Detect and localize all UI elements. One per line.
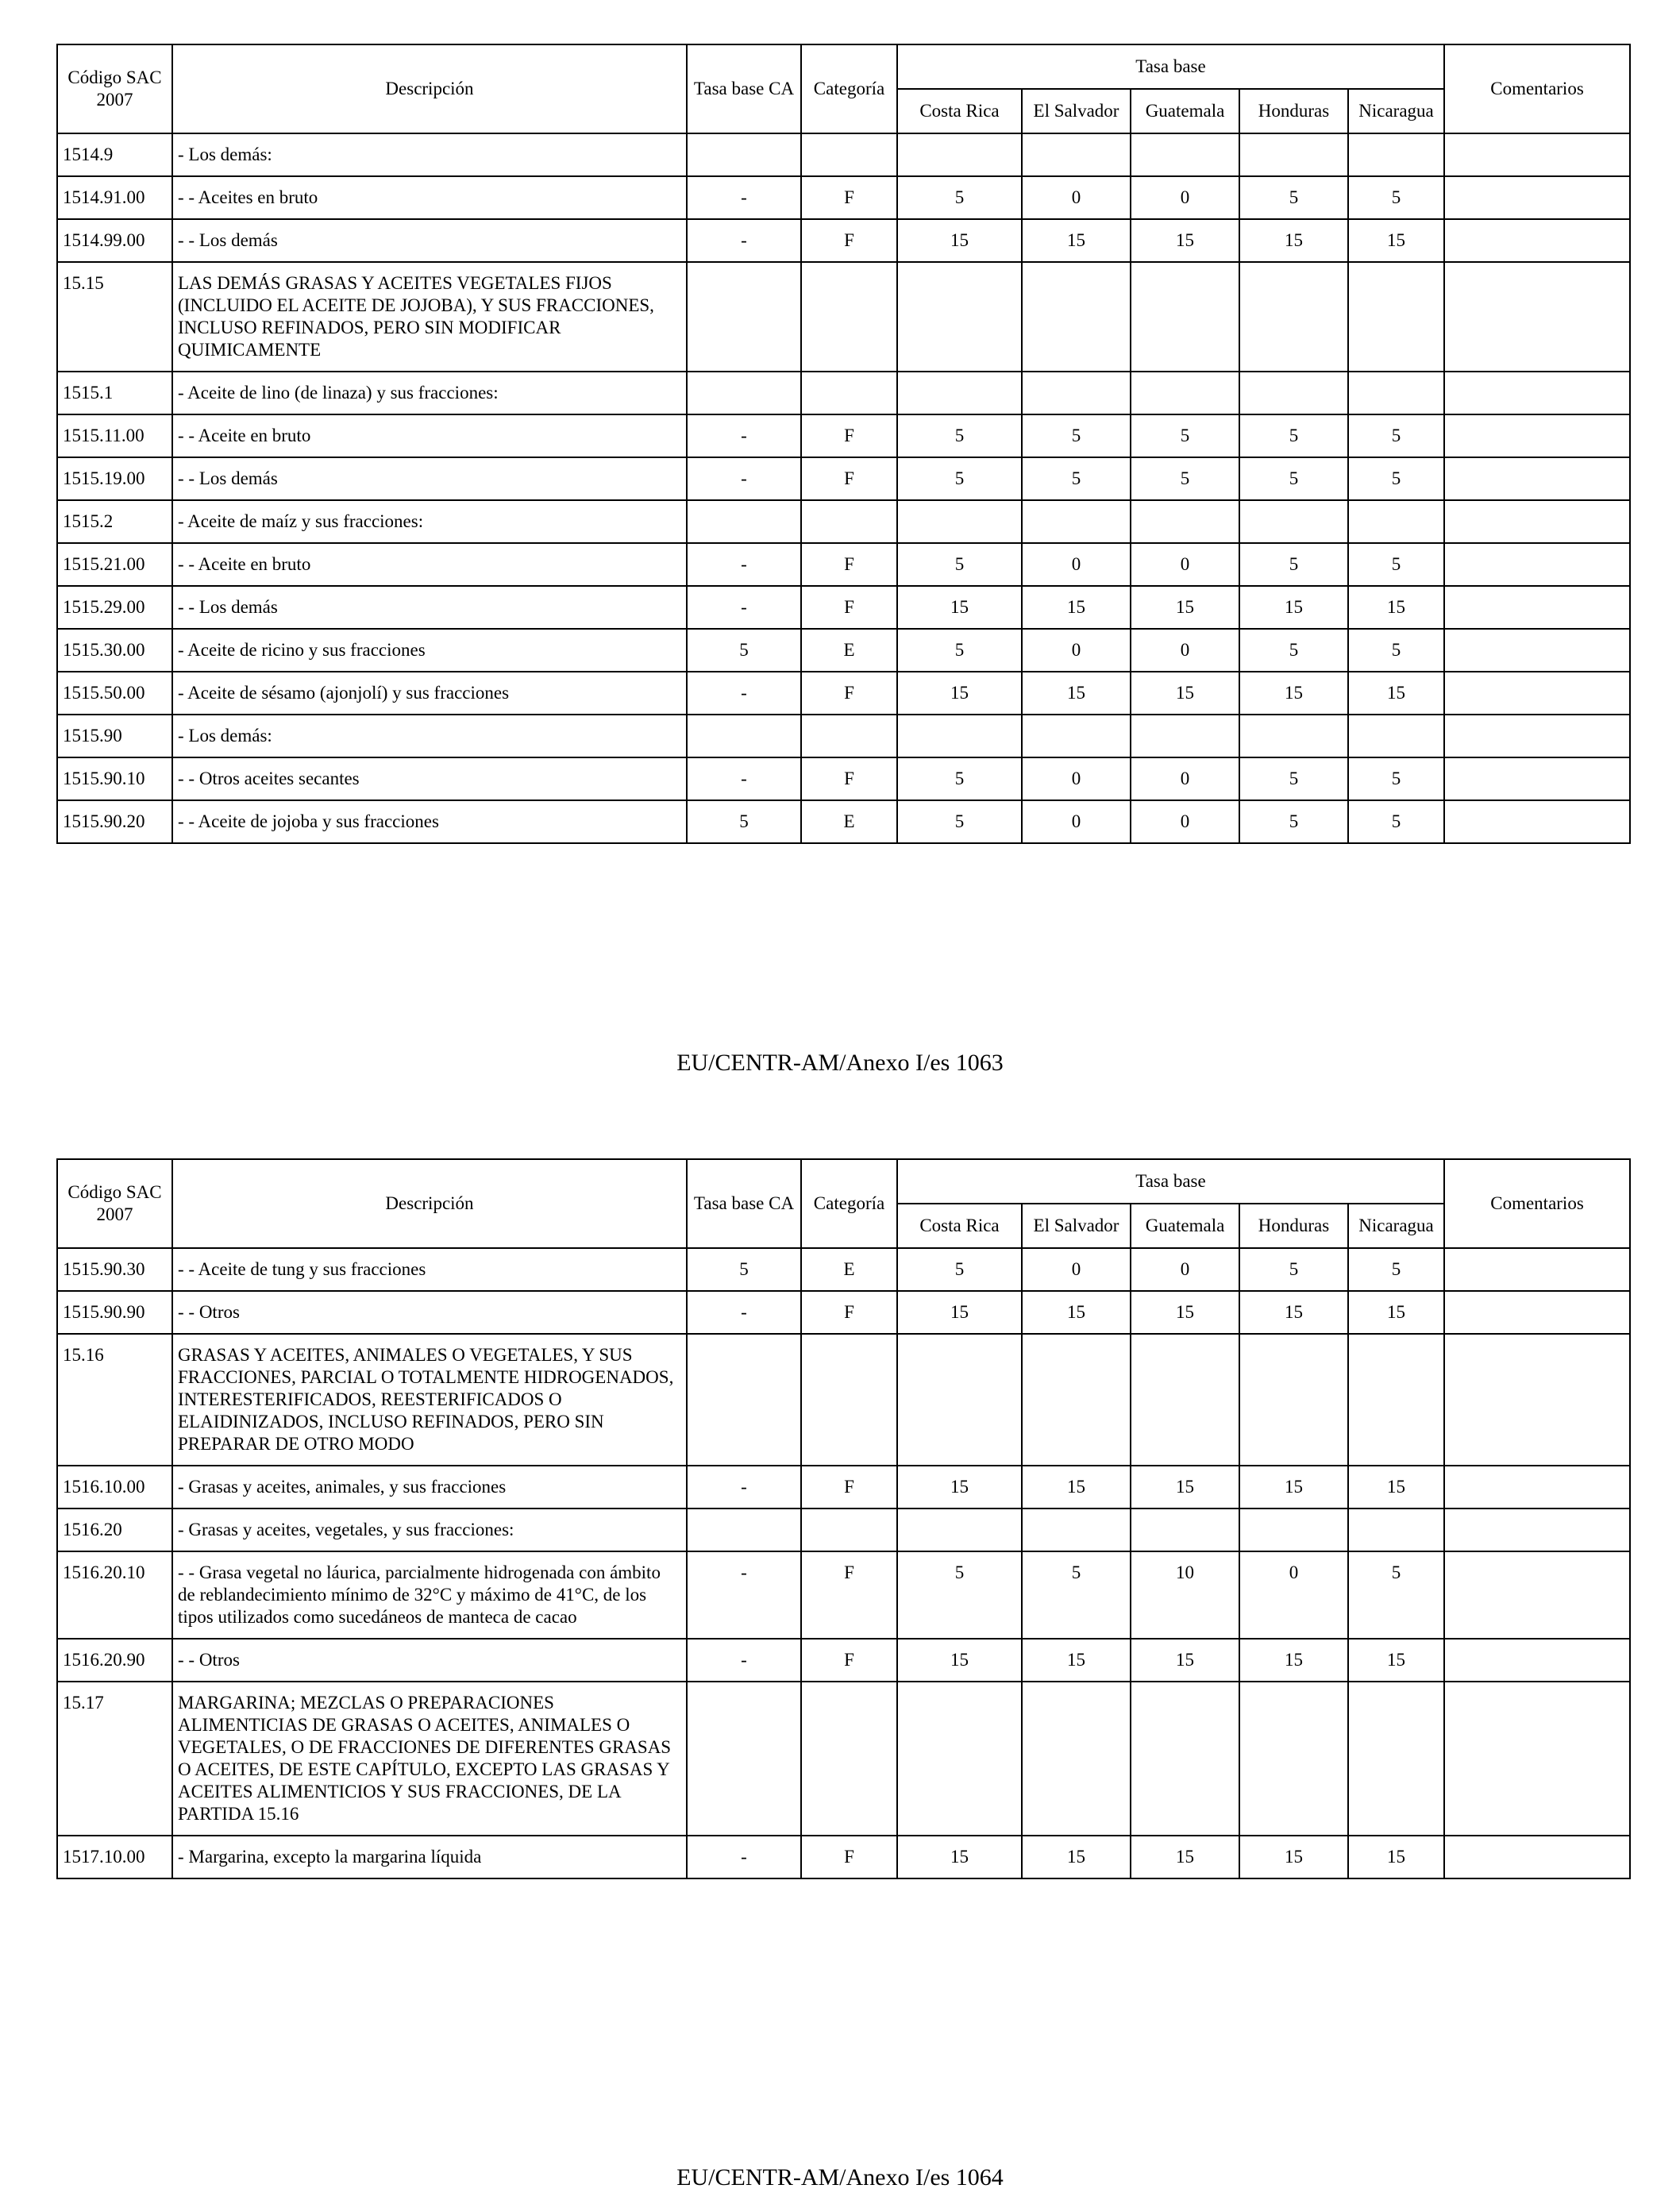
rate-cell: 5	[897, 414, 1022, 457]
rate-cell: 0	[1022, 1248, 1131, 1291]
rate-cell	[1022, 1509, 1131, 1551]
description-cell: - Grasas y aceites, vegetales, y sus fracciones:	[172, 1509, 687, 1551]
rate-cell: 0	[1131, 176, 1239, 219]
rate-cell: 15	[1022, 1291, 1131, 1334]
header-tasa-base: Tasa base	[897, 1159, 1444, 1204]
rate-cell: 5	[1348, 757, 1444, 800]
code-cell: 15.16	[57, 1334, 172, 1466]
rate-cell: 5	[1348, 1551, 1444, 1639]
comentarios-cell	[1444, 800, 1630, 843]
categoria-cell: F	[801, 457, 897, 500]
rate-cell: 0	[1131, 757, 1239, 800]
code-cell: 1515.90.30	[57, 1248, 172, 1291]
rate-cell: 15	[1022, 586, 1131, 629]
rate-cell: 0	[1131, 800, 1239, 843]
code-cell: 1517.10.00	[57, 1836, 172, 1878]
description-cell: - - Los demás	[172, 457, 687, 500]
table-row	[57, 372, 1630, 414]
rate-cell: 15	[897, 672, 1022, 715]
rate-cell: 15	[1131, 1466, 1239, 1509]
rate-cell: 5	[1239, 1248, 1348, 1291]
rate-cell: 0	[1022, 543, 1131, 586]
code-cell: 1516.20.90	[57, 1639, 172, 1682]
rate-cell: 0	[1131, 1248, 1239, 1291]
code-cell: 1515.90.10	[57, 757, 172, 800]
table-row	[57, 1248, 1630, 1291]
table-row	[57, 1682, 1630, 1836]
comentarios-cell	[1444, 543, 1630, 586]
table-body	[57, 133, 1630, 843]
rate-cell: 15	[1348, 586, 1444, 629]
code-cell: 15.15	[57, 262, 172, 372]
rate-cell: 5	[1239, 629, 1348, 672]
rate-cell: 15	[1239, 672, 1348, 715]
tariff-table	[56, 44, 1631, 844]
rate-cell: 15	[1022, 1836, 1131, 1878]
description-cell: GRASAS Y ACEITES, ANIMALES O VEGETALES, Y SUS FRACCIONES, PARCIAL O TOTALMENTE HIDROGENADOS, INTERESTERIFICADOS, REESTERIFICADOS O ELAIDINIZADOS, INCLUSO REFINADOS, PERO SIN PREPARAR DE OTRO MODO	[172, 1334, 687, 1466]
tasa-base-ca-cell: -	[687, 176, 801, 219]
rate-cell	[897, 500, 1022, 543]
comentarios-cell	[1444, 1639, 1630, 1682]
categoria-cell: E	[801, 629, 897, 672]
rate-cell	[1348, 372, 1444, 414]
categoria-cell: F	[801, 543, 897, 586]
rate-cell: 5	[1348, 543, 1444, 586]
comentarios-cell	[1444, 757, 1630, 800]
rate-cell: 5	[1239, 457, 1348, 500]
categoria-cell: F	[801, 672, 897, 715]
comentarios-cell	[1444, 457, 1630, 500]
rate-cell: 5	[897, 800, 1022, 843]
rate-cell	[1131, 500, 1239, 543]
code-cell: 1515.19.00	[57, 457, 172, 500]
header-categoria: Categoría	[801, 1159, 897, 1248]
rate-cell: 5	[1239, 800, 1348, 843]
rate-cell: 15	[1239, 1466, 1348, 1509]
rate-cell: 5	[1022, 1551, 1131, 1639]
rate-cell: 0	[1239, 1551, 1348, 1639]
rate-cell: 5	[1348, 176, 1444, 219]
table-row	[57, 1291, 1630, 1334]
tasa-base-ca-cell: 5	[687, 1248, 801, 1291]
code-cell: 1515.29.00	[57, 586, 172, 629]
code-cell: 1515.2	[57, 500, 172, 543]
rate-cell: 5	[1239, 543, 1348, 586]
rate-cell: 15	[1239, 1836, 1348, 1878]
description-cell: - Los demás:	[172, 715, 687, 757]
rate-cell: 15	[1131, 1639, 1239, 1682]
rate-cell	[1239, 133, 1348, 176]
description-cell: - - Los demás	[172, 219, 687, 262]
rate-cell	[897, 715, 1022, 757]
rate-cell: 15	[897, 1466, 1022, 1509]
rate-cell: 15	[1131, 586, 1239, 629]
table-row	[57, 800, 1630, 843]
header-country: Honduras	[1239, 1204, 1348, 1248]
code-cell: 1514.9	[57, 133, 172, 176]
rate-cell: 15	[1131, 1836, 1239, 1878]
rate-cell	[1022, 262, 1131, 372]
tariff-table	[56, 1158, 1631, 1879]
header-categoria: Categoría	[801, 44, 897, 133]
categoria-cell: E	[801, 1248, 897, 1291]
description-cell: - - Otros	[172, 1291, 687, 1334]
rate-cell: 15	[1022, 1466, 1131, 1509]
rate-cell: 15	[1239, 586, 1348, 629]
categoria-cell: F	[801, 219, 897, 262]
tasa-base-ca-cell: -	[687, 1551, 801, 1639]
tasa-base-ca-cell: 5	[687, 629, 801, 672]
table-row	[57, 757, 1630, 800]
rate-cell: 5	[1022, 457, 1131, 500]
tasa-base-ca-cell	[687, 372, 801, 414]
rate-cell: 0	[1022, 757, 1131, 800]
comentarios-cell	[1444, 219, 1630, 262]
comentarios-cell	[1444, 715, 1630, 757]
description-cell: - Aceite de ricino y sus fracciones	[172, 629, 687, 672]
rate-cell: 5	[1022, 414, 1131, 457]
categoria-cell	[801, 715, 897, 757]
description-cell: - - Aceite de tung y sus fracciones	[172, 1248, 687, 1291]
comentarios-cell	[1444, 1682, 1630, 1836]
description-cell: - - Los demás	[172, 586, 687, 629]
code-cell: 1515.21.00	[57, 543, 172, 586]
table-row	[57, 543, 1630, 586]
rate-cell	[897, 133, 1022, 176]
code-cell: 1515.1	[57, 372, 172, 414]
comentarios-cell	[1444, 1334, 1630, 1466]
rate-cell: 15	[1348, 1639, 1444, 1682]
table-row	[57, 457, 1630, 500]
rate-cell: 5	[897, 1551, 1022, 1639]
rate-cell	[1239, 500, 1348, 543]
rate-cell: 5	[897, 1248, 1022, 1291]
comentarios-cell	[1444, 1509, 1630, 1551]
table-row	[57, 500, 1630, 543]
rate-cell: 5	[1348, 800, 1444, 843]
code-cell: 1516.20	[57, 1509, 172, 1551]
rate-cell	[897, 1509, 1022, 1551]
tasa-base-ca-cell: -	[687, 757, 801, 800]
header-codigo: Código SAC 2007	[57, 44, 172, 133]
categoria-cell: F	[801, 176, 897, 219]
rate-cell: 15	[897, 1639, 1022, 1682]
description-cell: - Los demás:	[172, 133, 687, 176]
description-cell: - Aceite de maíz y sus fracciones:	[172, 500, 687, 543]
categoria-cell: F	[801, 1291, 897, 1334]
categoria-cell	[801, 262, 897, 372]
header-comentarios: Comentarios	[1444, 1159, 1630, 1248]
rate-cell: 15	[1348, 1291, 1444, 1334]
code-cell: 1514.91.00	[57, 176, 172, 219]
table-row	[57, 1466, 1630, 1509]
categoria-cell: E	[801, 800, 897, 843]
description-cell: - - Aceite de jojoba y sus fracciones	[172, 800, 687, 843]
rate-cell	[1131, 1682, 1239, 1836]
code-cell: 1515.30.00	[57, 629, 172, 672]
rate-cell	[1239, 715, 1348, 757]
rate-cell	[1022, 715, 1131, 757]
rate-cell: 15	[1131, 672, 1239, 715]
rate-cell: 15	[1131, 219, 1239, 262]
header-country: Nicaragua	[1348, 1204, 1444, 1248]
rate-cell: 15	[1239, 1639, 1348, 1682]
description-cell: LAS DEMÁS GRASAS Y ACEITES VEGETALES FIJOS (INCLUIDO EL ACEITE DE JOJOBA), Y SUS FRACCIONES, INCLUSO REFINADOS, PERO SIN MODIFICAR QUIMICAMENTE	[172, 262, 687, 372]
code-cell: 1515.90.20	[57, 800, 172, 843]
categoria-cell: F	[801, 1466, 897, 1509]
code-cell: 1515.90	[57, 715, 172, 757]
header-country: El Salvador	[1022, 89, 1131, 133]
rate-cell: 15	[1022, 219, 1131, 262]
categoria-cell	[801, 372, 897, 414]
comentarios-cell	[1444, 500, 1630, 543]
description-cell: - Aceite de sésamo (ajonjolí) y sus fracciones	[172, 672, 687, 715]
categoria-cell	[801, 500, 897, 543]
tasa-base-ca-cell: -	[687, 543, 801, 586]
rate-cell	[1131, 715, 1239, 757]
rate-cell: 0	[1022, 800, 1131, 843]
tasa-base-ca-cell: -	[687, 1836, 801, 1878]
rate-cell: 5	[1131, 457, 1239, 500]
tasa-base-ca-cell	[687, 133, 801, 176]
tasa-base-ca-cell	[687, 1682, 801, 1836]
comentarios-cell	[1444, 262, 1630, 372]
rate-cell	[897, 262, 1022, 372]
header-country: Honduras	[1239, 89, 1348, 133]
categoria-cell	[801, 1682, 897, 1836]
code-cell: 1514.99.00	[57, 219, 172, 262]
header-country: Costa Rica	[897, 1204, 1022, 1248]
comentarios-cell	[1444, 672, 1630, 715]
header-country: Guatemala	[1131, 89, 1239, 133]
comentarios-cell	[1444, 414, 1630, 457]
table-row	[57, 219, 1630, 262]
table-row	[57, 715, 1630, 757]
tasa-base-ca-cell	[687, 1334, 801, 1466]
categoria-cell: F	[801, 1836, 897, 1878]
table-row	[57, 1836, 1630, 1878]
header-comentarios: Comentarios	[1444, 44, 1630, 133]
rate-cell	[1022, 133, 1131, 176]
page-footer: EU/CENTR-AM/Anexo I/es 1063	[676, 1050, 1004, 1076]
tasa-base-ca-cell: -	[687, 457, 801, 500]
description-cell: - - Grasa vegetal no láurica, parcialmente hidrogenada con ámbito de reblandecimiento mínimo de 32°C y máximo de 41°C, de los tipos utilizados como sucedáneos de manteca de cacao	[172, 1551, 687, 1639]
rate-cell	[897, 1334, 1022, 1466]
tasa-base-ca-cell: -	[687, 1291, 801, 1334]
rate-cell	[1239, 1509, 1348, 1551]
comentarios-cell	[1444, 1551, 1630, 1639]
tasa-base-ca-cell: -	[687, 414, 801, 457]
rate-cell: 5	[1348, 1248, 1444, 1291]
rate-cell	[1131, 262, 1239, 372]
rate-cell: 5	[897, 543, 1022, 586]
rate-cell: 15	[897, 1291, 1022, 1334]
rate-cell: 5	[897, 176, 1022, 219]
categoria-cell: F	[801, 414, 897, 457]
description-cell: MARGARINA; MEZCLAS O PREPARACIONES ALIMENTICIAS DE GRASAS O ACEITES, ANIMALES O VEGETALES, O DE FRACCIONES DE DIFERENTES GRASAS O ACEITES, DE ESTE CAPÍTULO, EXCEPTO LAS GRASAS Y ACEITES ALIMENTICIOS Y SUS FRACCIONES, DE LA PARTIDA 15.16	[172, 1682, 687, 1836]
tasa-base-ca-cell: -	[687, 586, 801, 629]
table-row	[57, 133, 1630, 176]
description-cell: - Grasas y aceites, animales, y sus fracciones	[172, 1466, 687, 1509]
header-country: Guatemala	[1131, 1204, 1239, 1248]
table-row	[57, 1509, 1630, 1551]
description-cell: - - Aceites en bruto	[172, 176, 687, 219]
tasa-base-ca-cell: -	[687, 219, 801, 262]
rate-cell: 15	[1022, 1639, 1131, 1682]
categoria-cell: F	[801, 586, 897, 629]
rate-cell: 10	[1131, 1551, 1239, 1639]
categoria-cell	[801, 133, 897, 176]
rate-cell	[1348, 133, 1444, 176]
header-descripcion: Descripción	[172, 44, 687, 133]
tasa-base-ca-cell: -	[687, 1639, 801, 1682]
code-cell: 1516.20.10	[57, 1551, 172, 1639]
table-row	[57, 586, 1630, 629]
description-cell: - - Aceite en bruto	[172, 414, 687, 457]
rate-cell	[1131, 372, 1239, 414]
rate-cell: 0	[1022, 629, 1131, 672]
rate-cell: 15	[1348, 1466, 1444, 1509]
rate-cell	[897, 1682, 1022, 1836]
rate-cell: 5	[1348, 457, 1444, 500]
rate-cell	[1348, 1509, 1444, 1551]
comentarios-cell	[1444, 1836, 1630, 1878]
code-cell: 1515.90.90	[57, 1291, 172, 1334]
description-cell: - Margarina, excepto la margarina líquida	[172, 1836, 687, 1878]
header-country: El Salvador	[1022, 1204, 1131, 1248]
rate-cell: 5	[897, 457, 1022, 500]
description-cell: - - Otros aceites secantes	[172, 757, 687, 800]
rate-cell: 5	[897, 757, 1022, 800]
rate-cell: 15	[1239, 219, 1348, 262]
code-cell: 1516.10.00	[57, 1466, 172, 1509]
tasa-base-ca-cell: -	[687, 1466, 801, 1509]
rate-cell: 5	[1239, 757, 1348, 800]
rate-cell	[1348, 500, 1444, 543]
rate-cell	[1348, 262, 1444, 372]
table-body	[57, 1248, 1630, 1878]
rate-cell	[1022, 1334, 1131, 1466]
rate-cell	[1348, 1334, 1444, 1466]
header-descripcion: Descripción	[172, 1159, 687, 1248]
table-row	[57, 1551, 1630, 1639]
rate-cell: 15	[897, 586, 1022, 629]
rate-cell: 5	[1131, 414, 1239, 457]
table-row	[57, 672, 1630, 715]
code-cell: 15.17	[57, 1682, 172, 1836]
header-tasa-base-ca: Tasa base CA	[687, 1159, 801, 1248]
rate-cell	[1022, 500, 1131, 543]
description-cell: - Aceite de lino (de linaza) y sus fracciones:	[172, 372, 687, 414]
rate-cell: 0	[1131, 543, 1239, 586]
rate-cell: 5	[1348, 414, 1444, 457]
comentarios-cell	[1444, 372, 1630, 414]
description-cell: - - Aceite en bruto	[172, 543, 687, 586]
rate-cell: 5	[1239, 414, 1348, 457]
rate-cell	[1131, 1334, 1239, 1466]
table-row	[57, 629, 1630, 672]
categoria-cell: F	[801, 757, 897, 800]
tasa-base-ca-cell: -	[687, 672, 801, 715]
table-row	[57, 262, 1630, 372]
table-row	[57, 414, 1630, 457]
code-cell: 1515.50.00	[57, 672, 172, 715]
rate-cell	[1239, 372, 1348, 414]
rate-cell	[1239, 1334, 1348, 1466]
table-row	[57, 176, 1630, 219]
tasa-base-ca-cell	[687, 500, 801, 543]
rate-cell	[1022, 372, 1131, 414]
header-country: Costa Rica	[897, 89, 1022, 133]
description-cell: - - Otros	[172, 1639, 687, 1682]
code-cell: 1515.11.00	[57, 414, 172, 457]
rate-cell	[1239, 262, 1348, 372]
header-codigo: Código SAC 2007	[57, 1159, 172, 1248]
rate-cell: 5	[897, 629, 1022, 672]
comentarios-cell	[1444, 176, 1630, 219]
rate-cell: 15	[1239, 1291, 1348, 1334]
tasa-base-ca-cell	[687, 262, 801, 372]
rate-cell	[1022, 1682, 1131, 1836]
rate-cell	[897, 372, 1022, 414]
tasa-base-ca-cell: 5	[687, 800, 801, 843]
page-footer: EU/CENTR-AM/Anexo I/es 1064	[676, 2164, 1004, 2191]
rate-cell: 15	[1348, 672, 1444, 715]
categoria-cell	[801, 1334, 897, 1466]
comentarios-cell	[1444, 1466, 1630, 1509]
comentarios-cell	[1444, 629, 1630, 672]
rate-cell: 15	[1131, 1291, 1239, 1334]
table-row	[57, 1639, 1630, 1682]
header-tasa-base-ca: Tasa base CA	[687, 44, 801, 133]
rate-cell	[1348, 1682, 1444, 1836]
rate-cell	[1348, 715, 1444, 757]
categoria-cell: F	[801, 1639, 897, 1682]
rate-cell: 5	[1348, 629, 1444, 672]
rate-cell: 15	[1348, 219, 1444, 262]
rate-cell	[1131, 133, 1239, 176]
rate-cell: 0	[1131, 629, 1239, 672]
rate-cell: 15	[1348, 1836, 1444, 1878]
header-tasa-base: Tasa base	[897, 44, 1444, 89]
rate-cell: 0	[1022, 176, 1131, 219]
rate-cell	[1239, 1682, 1348, 1836]
tasa-base-ca-cell	[687, 1509, 801, 1551]
rate-cell: 15	[897, 1836, 1022, 1878]
tasa-base-ca-cell	[687, 715, 801, 757]
categoria-cell: F	[801, 1551, 897, 1639]
categoria-cell	[801, 1509, 897, 1551]
rate-cell	[1131, 1509, 1239, 1551]
header-country: Nicaragua	[1348, 89, 1444, 133]
comentarios-cell	[1444, 586, 1630, 629]
rate-cell: 15	[1022, 672, 1131, 715]
rate-cell: 5	[1239, 176, 1348, 219]
table-row	[57, 1334, 1630, 1466]
rate-cell: 15	[897, 219, 1022, 262]
comentarios-cell	[1444, 1248, 1630, 1291]
comentarios-cell	[1444, 133, 1630, 176]
comentarios-cell	[1444, 1291, 1630, 1334]
